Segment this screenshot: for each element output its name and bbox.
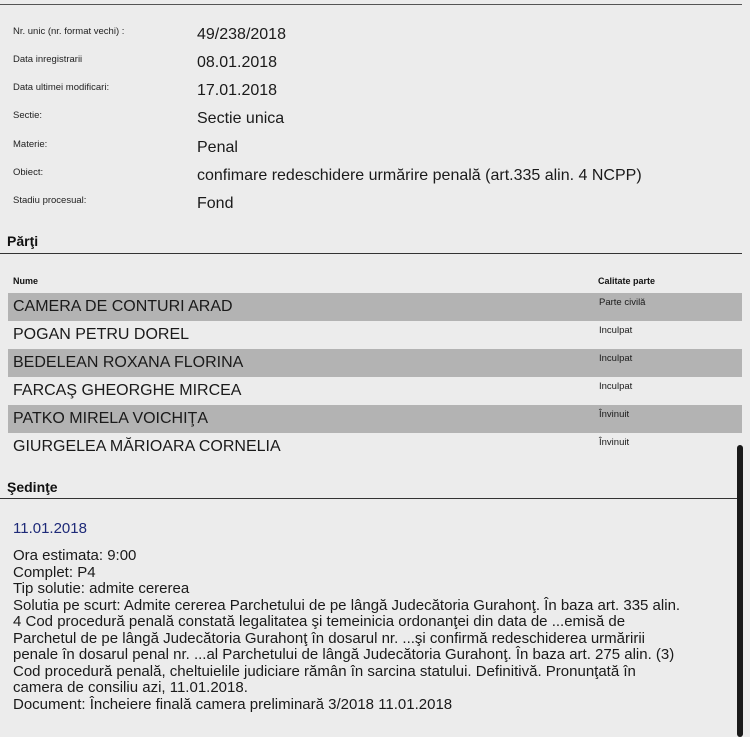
hearing-solution-line: penale în dosarul penal nr. ...al Parchetului de lângă Judecătoria Gurahonţ. În baza art. 275 alin. (3) [13,646,675,663]
field-row-data-inregistrarii [0,54,742,78]
party-name: FARCAŞ GHEORGHE MIRCEA [13,382,242,399]
hearing-solution-line: Parchetul de pe lângă Judecătoria Gurahonţ în dosarul nr. ...şi confirmă redeschiderea urmăririi [13,629,645,647]
vertical-scrollbar[interactable] [737,445,743,737]
table-row [8,321,742,349]
field-label: Data ultimei modificari: [13,82,110,93]
party-role: Învinuit [599,437,630,448]
hearing-time: Ora estimata: 9:00 [13,547,137,564]
field-row-obiect [0,167,742,191]
hearing-solution-line: Solutia pe scurt: Admite cererea Parchetului de pe lângă Judecătoria Gurahonţ. În baza art. 335 alin. [13,596,681,614]
party-role: Inculpat [599,381,633,392]
field-value: confimare redeschidere urmărire penală (art.335 alin. 4 NCPP) [197,167,642,184]
hearing-solution-line: 4 Cod procedură penală constată legalitatea şi temeinicia ordonanţei din data de ...emisă de [13,613,626,630]
column-header-calitate: Calitate parte [598,276,656,286]
field-value: Sectie unica [197,110,285,127]
field-label: Nr. unic (nr. format vechi) : [13,26,125,37]
parti-divider [0,253,742,254]
field-value: Penal [197,139,238,156]
table-row [8,349,742,377]
sedinte-divider [0,498,742,499]
field-row-nr-unic [0,26,742,50]
parti-section-title: Părţi [7,233,39,249]
field-value: Fond [197,195,234,212]
table-row [8,433,742,461]
hearing-solution-type: Tip solutie: admite cererea [13,580,190,597]
party-name: POGAN PETRU DOREL [13,326,190,343]
table-row [8,405,742,433]
field-row-materie [0,139,742,163]
table-row [8,293,742,321]
field-row-data-modificari [0,82,742,106]
field-row-stadiu [0,195,742,219]
column-header-nume: Nume [13,276,39,286]
field-value: 17.01.2018 [197,82,278,99]
party-role: Învinuit [599,409,630,420]
field-label: Materie: [13,139,48,150]
party-name: BEDELEAN ROXANA FLORINA [13,354,244,371]
hearing-panel: Complet: P4 [13,563,96,581]
field-label: Stadiu procesual: [13,195,87,206]
field-label: Obiect: [13,167,44,178]
hearing-details [13,548,738,713]
field-value: 08.01.2018 [197,54,278,71]
party-name: CAMERA DE CONTURI ARAD [13,298,233,315]
party-role: Parte civilă [599,297,646,308]
field-label: Sectie: [13,110,43,121]
hearing-date: 11.01.2018 [13,520,87,537]
field-row-sectie [0,110,742,134]
top-divider [0,4,742,5]
hearing-solution-line: camera de consiliu azi, 11.01.2018. [13,679,248,696]
party-role: Inculpat [599,353,633,364]
field-value: 49/238/2018 [197,26,286,43]
table-row [8,377,742,405]
hearing-solution-line: Cod procedură penală, cheltuielile judiciare rămân în sarcina statului. Definitivă. Pronunţată în [13,662,636,680]
party-role: Inculpat [599,325,633,336]
party-name: PATKO MIRELA VOICHIŢA [13,410,208,427]
party-name: GIURGELEA MĂRIOARA CORNELIA [13,438,281,455]
hearing-document: Document: Încheiere finală camera preliminară 3/2018 11.01.2018 [13,695,453,713]
field-label: Data inregistrarii [13,54,83,65]
sedinte-section-title: Şedinţe [7,479,58,495]
